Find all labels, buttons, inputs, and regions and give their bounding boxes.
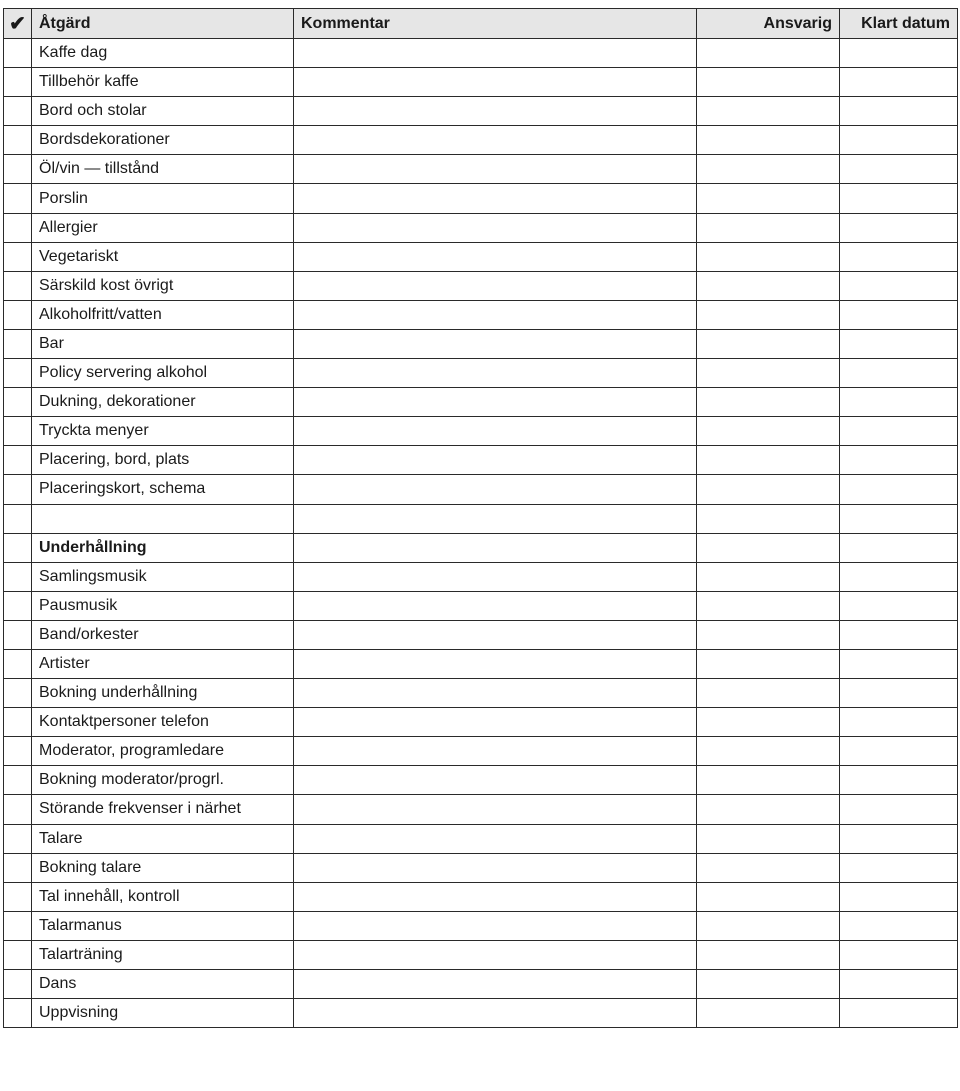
check-cell[interactable] [4, 68, 32, 97]
action-cell: Vegetariskt [32, 242, 294, 271]
section-heading: Underhållning [32, 533, 294, 562]
action-cell [32, 504, 294, 533]
done-date-cell[interactable] [840, 824, 958, 853]
comment-cell[interactable] [294, 446, 697, 475]
table-row [4, 417, 958, 446]
check-cell[interactable] [4, 39, 32, 68]
table-row [4, 359, 958, 388]
table-row [4, 970, 958, 999]
action-cell: Policy servering alkohol [32, 359, 294, 388]
done-date-cell[interactable] [840, 300, 958, 329]
comment-cell[interactable] [294, 126, 697, 155]
responsible-cell[interactable] [697, 824, 840, 853]
table-row [4, 882, 958, 911]
responsible-cell[interactable] [697, 970, 840, 999]
table-row [4, 68, 958, 97]
table-row [4, 999, 958, 1028]
table-row [4, 911, 958, 940]
responsible-cell[interactable] [697, 97, 840, 126]
responsible-cell[interactable] [697, 504, 840, 533]
done-date-cell[interactable] [840, 68, 958, 97]
check-cell[interactable] [4, 679, 32, 708]
done-date-cell[interactable] [840, 417, 958, 446]
check-cell[interactable] [4, 737, 32, 766]
checklist-table [3, 8, 958, 1028]
check-cell[interactable] [4, 184, 32, 213]
table-row [4, 97, 958, 126]
table-row [4, 620, 958, 649]
action-cell: Tal innehåll, kontroll [32, 882, 294, 911]
table-row [4, 39, 958, 68]
responsible-cell[interactable] [697, 533, 840, 562]
responsible-cell[interactable] [697, 911, 840, 940]
check-cell[interactable] [4, 562, 32, 591]
done-date-cell[interactable] [840, 126, 958, 155]
comment-cell[interactable] [294, 359, 697, 388]
comment-cell[interactable] [294, 475, 697, 504]
table-row [4, 824, 958, 853]
action-cell: Bar [32, 329, 294, 358]
comment-cell[interactable] [294, 533, 697, 562]
done-date-cell[interactable] [840, 620, 958, 649]
comment-cell[interactable] [294, 882, 697, 911]
comment-cell[interactable] [294, 39, 697, 68]
check-cell[interactable] [4, 329, 32, 358]
check-cell[interactable] [4, 126, 32, 155]
responsible-cell[interactable] [697, 184, 840, 213]
header-row [4, 9, 958, 39]
check-cell[interactable] [4, 388, 32, 417]
done-date-cell[interactable] [840, 940, 958, 969]
done-date-cell[interactable] [840, 562, 958, 591]
responsible-cell[interactable] [697, 126, 840, 155]
responsible-cell[interactable] [697, 388, 840, 417]
check-cell[interactable] [4, 242, 32, 271]
done-date-cell[interactable] [840, 853, 958, 882]
table-row [4, 184, 958, 213]
action-cell: Dans [32, 970, 294, 999]
done-date-cell[interactable] [840, 155, 958, 184]
check-cell[interactable] [4, 591, 32, 620]
done-date-cell[interactable] [840, 911, 958, 940]
table-row [4, 562, 958, 591]
check-cell[interactable] [4, 213, 32, 242]
done-date-cell[interactable] [840, 504, 958, 533]
done-date-column-header: Klart datum [840, 9, 958, 39]
responsible-cell[interactable] [697, 300, 840, 329]
table-row [4, 737, 958, 766]
check-cell[interactable] [4, 271, 32, 300]
done-date-cell[interactable] [840, 271, 958, 300]
done-date-cell[interactable] [840, 649, 958, 678]
done-date-cell[interactable] [840, 766, 958, 795]
table-row [4, 475, 958, 504]
comment-cell[interactable] [294, 737, 697, 766]
check-column-header [4, 9, 32, 39]
action-cell: Pausmusik [32, 591, 294, 620]
action-cell: Placering, bord, plats [32, 446, 294, 475]
responsible-cell[interactable] [697, 940, 840, 969]
table-row [4, 271, 958, 300]
check-cell[interactable] [4, 882, 32, 911]
checklist-body [4, 39, 958, 1028]
comment-cell[interactable] [294, 388, 697, 417]
comment-cell[interactable] [294, 591, 697, 620]
check-cell[interactable] [4, 504, 32, 533]
responsible-cell[interactable] [697, 271, 840, 300]
comment-cell[interactable] [294, 504, 697, 533]
checkmark-icon: ✔ [9, 12, 26, 35]
comment-cell[interactable] [294, 649, 697, 678]
responsible-cell[interactable] [697, 649, 840, 678]
responsible-cell[interactable] [697, 446, 840, 475]
done-date-cell[interactable] [840, 359, 958, 388]
action-cell: Moderator, programledare [32, 737, 294, 766]
responsible-cell[interactable] [697, 795, 840, 824]
action-cell: Placeringskort, schema [32, 475, 294, 504]
check-cell[interactable] [4, 853, 32, 882]
check-cell[interactable] [4, 940, 32, 969]
action-cell: Öl/vin — tillstånd [32, 155, 294, 184]
responsible-cell[interactable] [697, 737, 840, 766]
done-date-cell[interactable] [840, 329, 958, 358]
done-date-cell[interactable] [840, 795, 958, 824]
action-cell: Samlingsmusik [32, 562, 294, 591]
table-row [4, 591, 958, 620]
table-row [4, 213, 958, 242]
done-date-cell[interactable] [840, 446, 958, 475]
comment-cell[interactable] [294, 329, 697, 358]
table-row [4, 766, 958, 795]
check-cell[interactable] [4, 620, 32, 649]
comment-column-header: Kommentar [294, 9, 697, 39]
table-row [4, 155, 958, 184]
table-row [4, 242, 958, 271]
action-cell: Allergier [32, 213, 294, 242]
done-date-cell[interactable] [840, 679, 958, 708]
comment-cell[interactable] [294, 213, 697, 242]
responsible-cell[interactable] [697, 562, 840, 591]
check-cell[interactable] [4, 475, 32, 504]
action-column-header: Åtgärd [32, 9, 294, 39]
responsible-cell[interactable] [697, 620, 840, 649]
action-cell: Artister [32, 649, 294, 678]
check-cell[interactable] [4, 649, 32, 678]
check-cell[interactable] [4, 970, 32, 999]
done-date-cell[interactable] [840, 533, 958, 562]
table-row [4, 126, 958, 155]
done-date-cell[interactable] [840, 882, 958, 911]
check-cell[interactable] [4, 359, 32, 388]
check-cell[interactable] [4, 708, 32, 737]
responsible-cell[interactable] [697, 475, 840, 504]
comment-cell[interactable] [294, 97, 697, 126]
check-cell[interactable] [4, 533, 32, 562]
responsible-cell[interactable] [697, 853, 840, 882]
comment-cell[interactable] [294, 766, 697, 795]
action-cell: Bokning underhållning [32, 679, 294, 708]
done-date-cell[interactable] [840, 737, 958, 766]
action-cell: Dukning, dekorationer [32, 388, 294, 417]
comment-cell[interactable] [294, 271, 697, 300]
responsible-cell[interactable] [697, 708, 840, 737]
table-row [4, 446, 958, 475]
done-date-cell[interactable] [840, 97, 958, 126]
action-cell: Porslin [32, 184, 294, 213]
action-cell: Bokning talare [32, 853, 294, 882]
responsible-column-header: Ansvarig [697, 9, 840, 39]
table-row [4, 504, 958, 533]
comment-cell[interactable] [294, 68, 697, 97]
comment-cell[interactable] [294, 679, 697, 708]
action-cell: Uppvisning [32, 999, 294, 1028]
comment-cell[interactable] [294, 940, 697, 969]
table-row [4, 853, 958, 882]
comment-cell[interactable] [294, 795, 697, 824]
responsible-cell[interactable] [697, 213, 840, 242]
responsible-cell[interactable] [697, 417, 840, 446]
responsible-cell[interactable] [697, 329, 840, 358]
comment-cell[interactable] [294, 300, 697, 329]
comment-cell[interactable] [294, 824, 697, 853]
done-date-cell[interactable] [840, 708, 958, 737]
responsible-cell[interactable] [697, 68, 840, 97]
action-cell: Särskild kost övrigt [32, 271, 294, 300]
done-date-cell[interactable] [840, 388, 958, 417]
comment-cell[interactable] [294, 242, 697, 271]
action-cell: Talarträning [32, 940, 294, 969]
action-cell: Tryckta menyer [32, 417, 294, 446]
comment-cell[interactable] [294, 853, 697, 882]
done-date-cell[interactable] [840, 999, 958, 1028]
responsible-cell[interactable] [697, 39, 840, 68]
check-cell[interactable] [4, 300, 32, 329]
responsible-cell[interactable] [697, 882, 840, 911]
comment-cell[interactable] [294, 999, 697, 1028]
responsible-cell[interactable] [697, 155, 840, 184]
check-cell[interactable] [4, 824, 32, 853]
comment-cell[interactable] [294, 708, 697, 737]
action-cell: Tillbehör kaffe [32, 68, 294, 97]
done-date-cell[interactable] [840, 39, 958, 68]
table-row [4, 940, 958, 969]
action-cell: Bordsdekorationer [32, 126, 294, 155]
comment-cell[interactable] [294, 620, 697, 649]
table-row [4, 708, 958, 737]
action-cell: Bokning moderator/progrl. [32, 766, 294, 795]
done-date-cell[interactable] [840, 213, 958, 242]
responsible-cell[interactable] [697, 679, 840, 708]
check-cell[interactable] [4, 999, 32, 1028]
check-cell[interactable] [4, 155, 32, 184]
comment-cell[interactable] [294, 155, 697, 184]
responsible-cell[interactable] [697, 359, 840, 388]
table-row [4, 533, 958, 562]
action-cell: Talare [32, 824, 294, 853]
checklist-sheet [3, 8, 958, 1028]
done-date-cell[interactable] [840, 242, 958, 271]
table-row [4, 300, 958, 329]
table-row [4, 388, 958, 417]
comment-cell[interactable] [294, 970, 697, 999]
comment-cell[interactable] [294, 911, 697, 940]
table-row [4, 679, 958, 708]
check-cell[interactable] [4, 417, 32, 446]
action-cell: Alkoholfritt/vatten [32, 300, 294, 329]
action-cell: Band/orkester [32, 620, 294, 649]
check-cell[interactable] [4, 97, 32, 126]
action-cell: Kaffe dag [32, 39, 294, 68]
comment-cell[interactable] [294, 417, 697, 446]
responsible-cell[interactable] [697, 999, 840, 1028]
check-cell[interactable] [4, 446, 32, 475]
check-cell[interactable] [4, 795, 32, 824]
check-cell[interactable] [4, 766, 32, 795]
table-row [4, 795, 958, 824]
action-cell: Talarmanus [32, 911, 294, 940]
comment-cell[interactable] [294, 184, 697, 213]
done-date-cell[interactable] [840, 970, 958, 999]
responsible-cell[interactable] [697, 591, 840, 620]
action-cell: Störande frekvenser i närhet [32, 795, 294, 824]
done-date-cell[interactable] [840, 184, 958, 213]
action-cell: Kontaktpersoner telefon [32, 708, 294, 737]
check-cell[interactable] [4, 911, 32, 940]
done-date-cell[interactable] [840, 591, 958, 620]
responsible-cell[interactable] [697, 766, 840, 795]
responsible-cell[interactable] [697, 242, 840, 271]
done-date-cell[interactable] [840, 475, 958, 504]
table-row [4, 329, 958, 358]
action-cell: Bord och stolar [32, 97, 294, 126]
comment-cell[interactable] [294, 562, 697, 591]
table-row [4, 649, 958, 678]
